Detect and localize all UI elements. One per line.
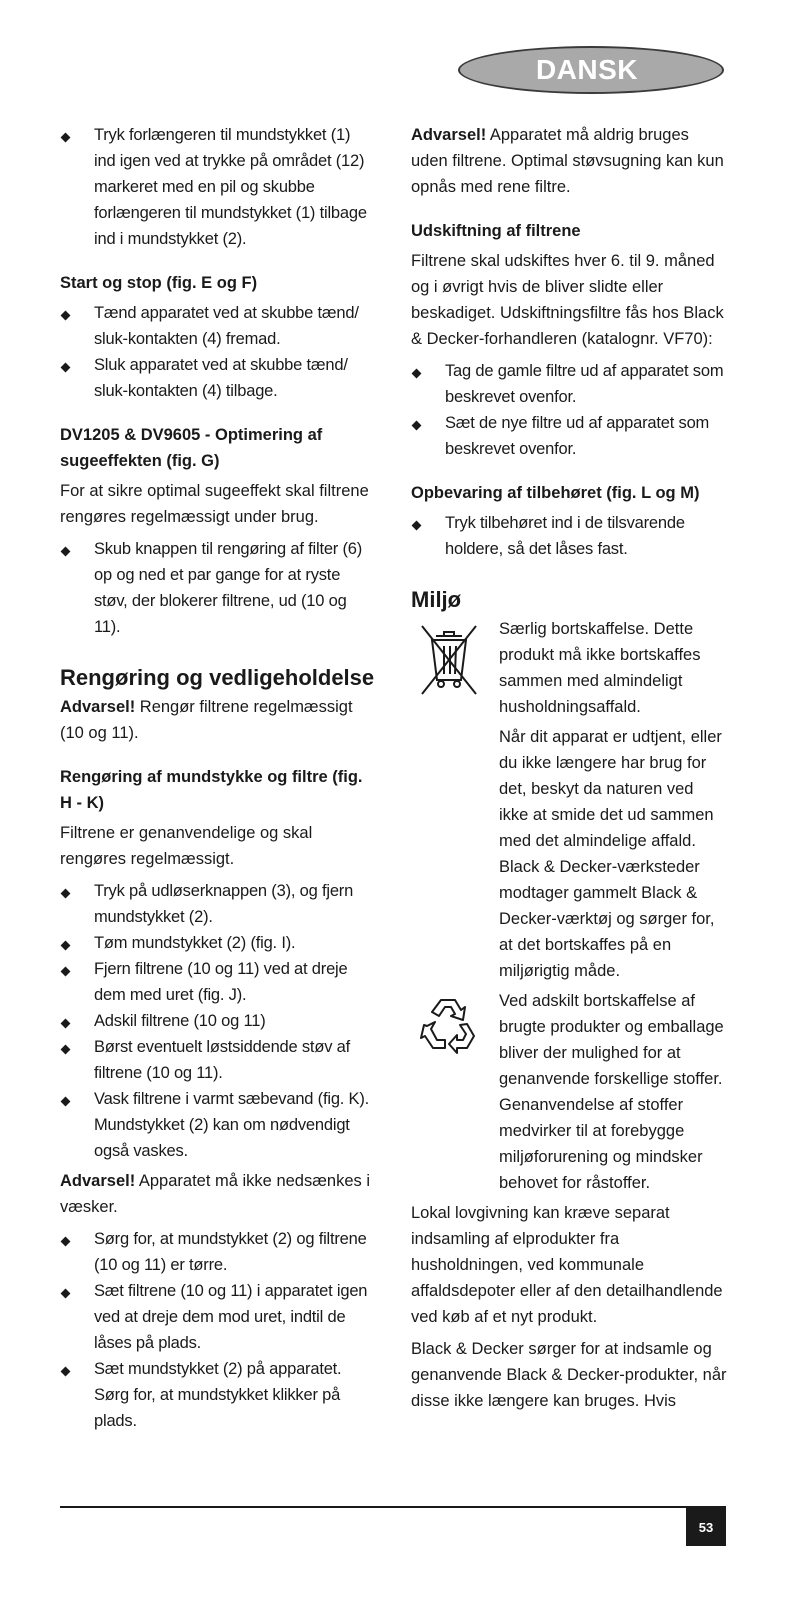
bd-paragraph: Black & Decker sørger for at indsamle og genanvende Black & Decker-produkter, når disse ikke længere kan bruges. Hvis [411,1340,727,1410]
list-item: Tryk tilbehøret ind i de tilsvarende holdere, så det låses fast. [411,510,727,562]
start-stop-heading: Start og stop (fig. E og F) [60,274,258,292]
cleaning-heading: Rengøring og vedligeholdelse [60,665,375,690]
list-item: Sæt mundstykket (2) på apparatet. Sørg for, at mundstykket klikker på plads. [60,1356,376,1434]
filter-warning [411,122,727,200]
optimize-text: For at sikre optimal sugeeffekt skal filtrene rengøres regelmæssigt under brug. [60,482,369,526]
list-item: Sørg for, at mundstykket (2) og filtrene (10 og 11) er tørre. [60,1226,376,1278]
list-item: Vask filtrene i varmt sæbevand (fig. K). Mundstykket (2) kan om nødvendigt også vaskes. [60,1086,376,1164]
list-item: Skub knappen til rengøring af filter (6) op og ned et par gange for at ryste støv, der blokerer filtrene, ud (10 og 11). [60,536,376,640]
page-number: 53 [686,1508,726,1546]
storage-heading: Opbevaring af tilbehøret (fig. L og M) [411,484,700,502]
optimize-list [60,536,376,640]
weee-block [411,616,727,988]
footer-rule [60,1506,726,1508]
storage-list [411,510,727,562]
nozzle-warning [60,1168,376,1220]
nozzle-heading: Rengøring af mundstykke og filtre (fig. H - K) [60,768,363,812]
list-item: Sæt filtrene (10 og 11) i apparatet igen ved at dreje dem mod uret, indtil de låses på plads. [60,1278,376,1356]
list-item: Tøm mundstykket (2) (fig. I). [60,930,376,956]
replace-heading: Udskiftning af filtrene [411,222,581,240]
recycle-icon [411,988,487,1200]
recycle-block [411,988,727,1200]
weee-paragraph: Når dit apparat er udtjent, eller du ikke længere har brug for det, beskyt da naturen ved ikke at smide det ud sammen med det almindelige affald. Black & Decker-værksteder modtager gammelt Black & Decker-værktøj og sørger for, at det bortskaffes på en miljørigtig måde. [499,728,722,980]
list-item: Fjern filtrene (10 og 11) ved at dreje dem med uret (fig. J). [60,956,376,1008]
optimize-heading: DV1205 & DV9605 - Optimering af sugeeffekten (fig. G) [60,426,323,470]
cleaning-warning [60,694,376,746]
local-law-paragraph: Lokal lovgivning kan kræve separat indsamling af elprodukter fra husholdningen, ved kommunale affaldsdepoter eller af den detailhandlende ved køb af et nyt produkt. [411,1204,723,1326]
warning-label: Advarsel! [411,126,487,144]
language-tab [458,46,724,94]
nozzle-text: Filtrene er genanvendelige og skal rengøres regelmæssigt. [60,824,313,868]
nozzle-list-2 [60,1226,376,1434]
warning-label: Advarsel! [60,1172,136,1190]
warning-text: Apparatet må aldrig bruges uden filtrene. Optimal støvsugning kan kun opnås med rene filtre. [411,126,724,196]
right-column [411,122,727,1420]
intro-list [60,122,376,252]
crossed-bin-icon [411,616,487,988]
recycle-paragraph: Ved adskilt bortskaffelse af brugte produkter og emballage bliver der mulighed for at genanvende forskellige stoffer. Genanvendelse af stoffer medvirker til at forebygge miljøforurening og mindsker behovet for råstoffer. [499,992,724,1192]
list-item: Sæt de nye filtre ud af apparatet som beskrevet ovenfor. [411,410,727,462]
weee-paragraph: Særlig bortskaffelse. Dette produkt må ikke bortskaffes sammen med almindeligt husholdningsaffald. [499,620,701,716]
weee-text [499,616,727,988]
language-label: DANSK [535,54,638,85]
list-item: Tryk forlængeren til mundstykket (1) ind igen ved at trykke på området (12) markeret med en pil og skubbe forlængeren til mundstykket (1) tilbage ind i mundstykket (2). [60,122,376,252]
left-column [60,122,376,1438]
nozzle-list [60,878,376,1164]
list-item: Sluk apparatet ved at skubbe tænd/ sluk-kontakten (4) tilbage. [60,352,376,404]
list-item: Tag de gamle filtre ud af apparatet som beskrevet ovenfor. [411,358,727,410]
list-item: Tænd apparatet ved at skubbe tænd/ sluk-kontakten (4) fremad. [60,300,376,352]
warning-text: Apparatet må ikke nedsænkes i væsker. [60,1172,370,1216]
list-item: Tryk på udløserknappen (3), og fjern mundstykket (2). [60,878,376,930]
replace-list [411,358,727,462]
list-item: Adskil filtrene (10 og 11) [60,1008,376,1034]
start-stop-list [60,300,376,404]
warning-label: Advarsel! [60,698,136,716]
recycle-text [499,988,727,1200]
replace-text: Filtrene skal udskiftes hver 6. til 9. måned og i øvrigt hvis de bliver slidte eller beskadiget. Udskiftningsfiltre fås hos Black & Decker-forhandleren (katalognr. VF70): [411,252,724,348]
environment-heading: Miljø [411,587,462,612]
list-item: Børst eventuelt løstsiddende støv af filtrene (10 og 11). [60,1034,376,1086]
warning-text: Rengør filtrene regelmæssigt (10 og 11). [60,698,353,742]
